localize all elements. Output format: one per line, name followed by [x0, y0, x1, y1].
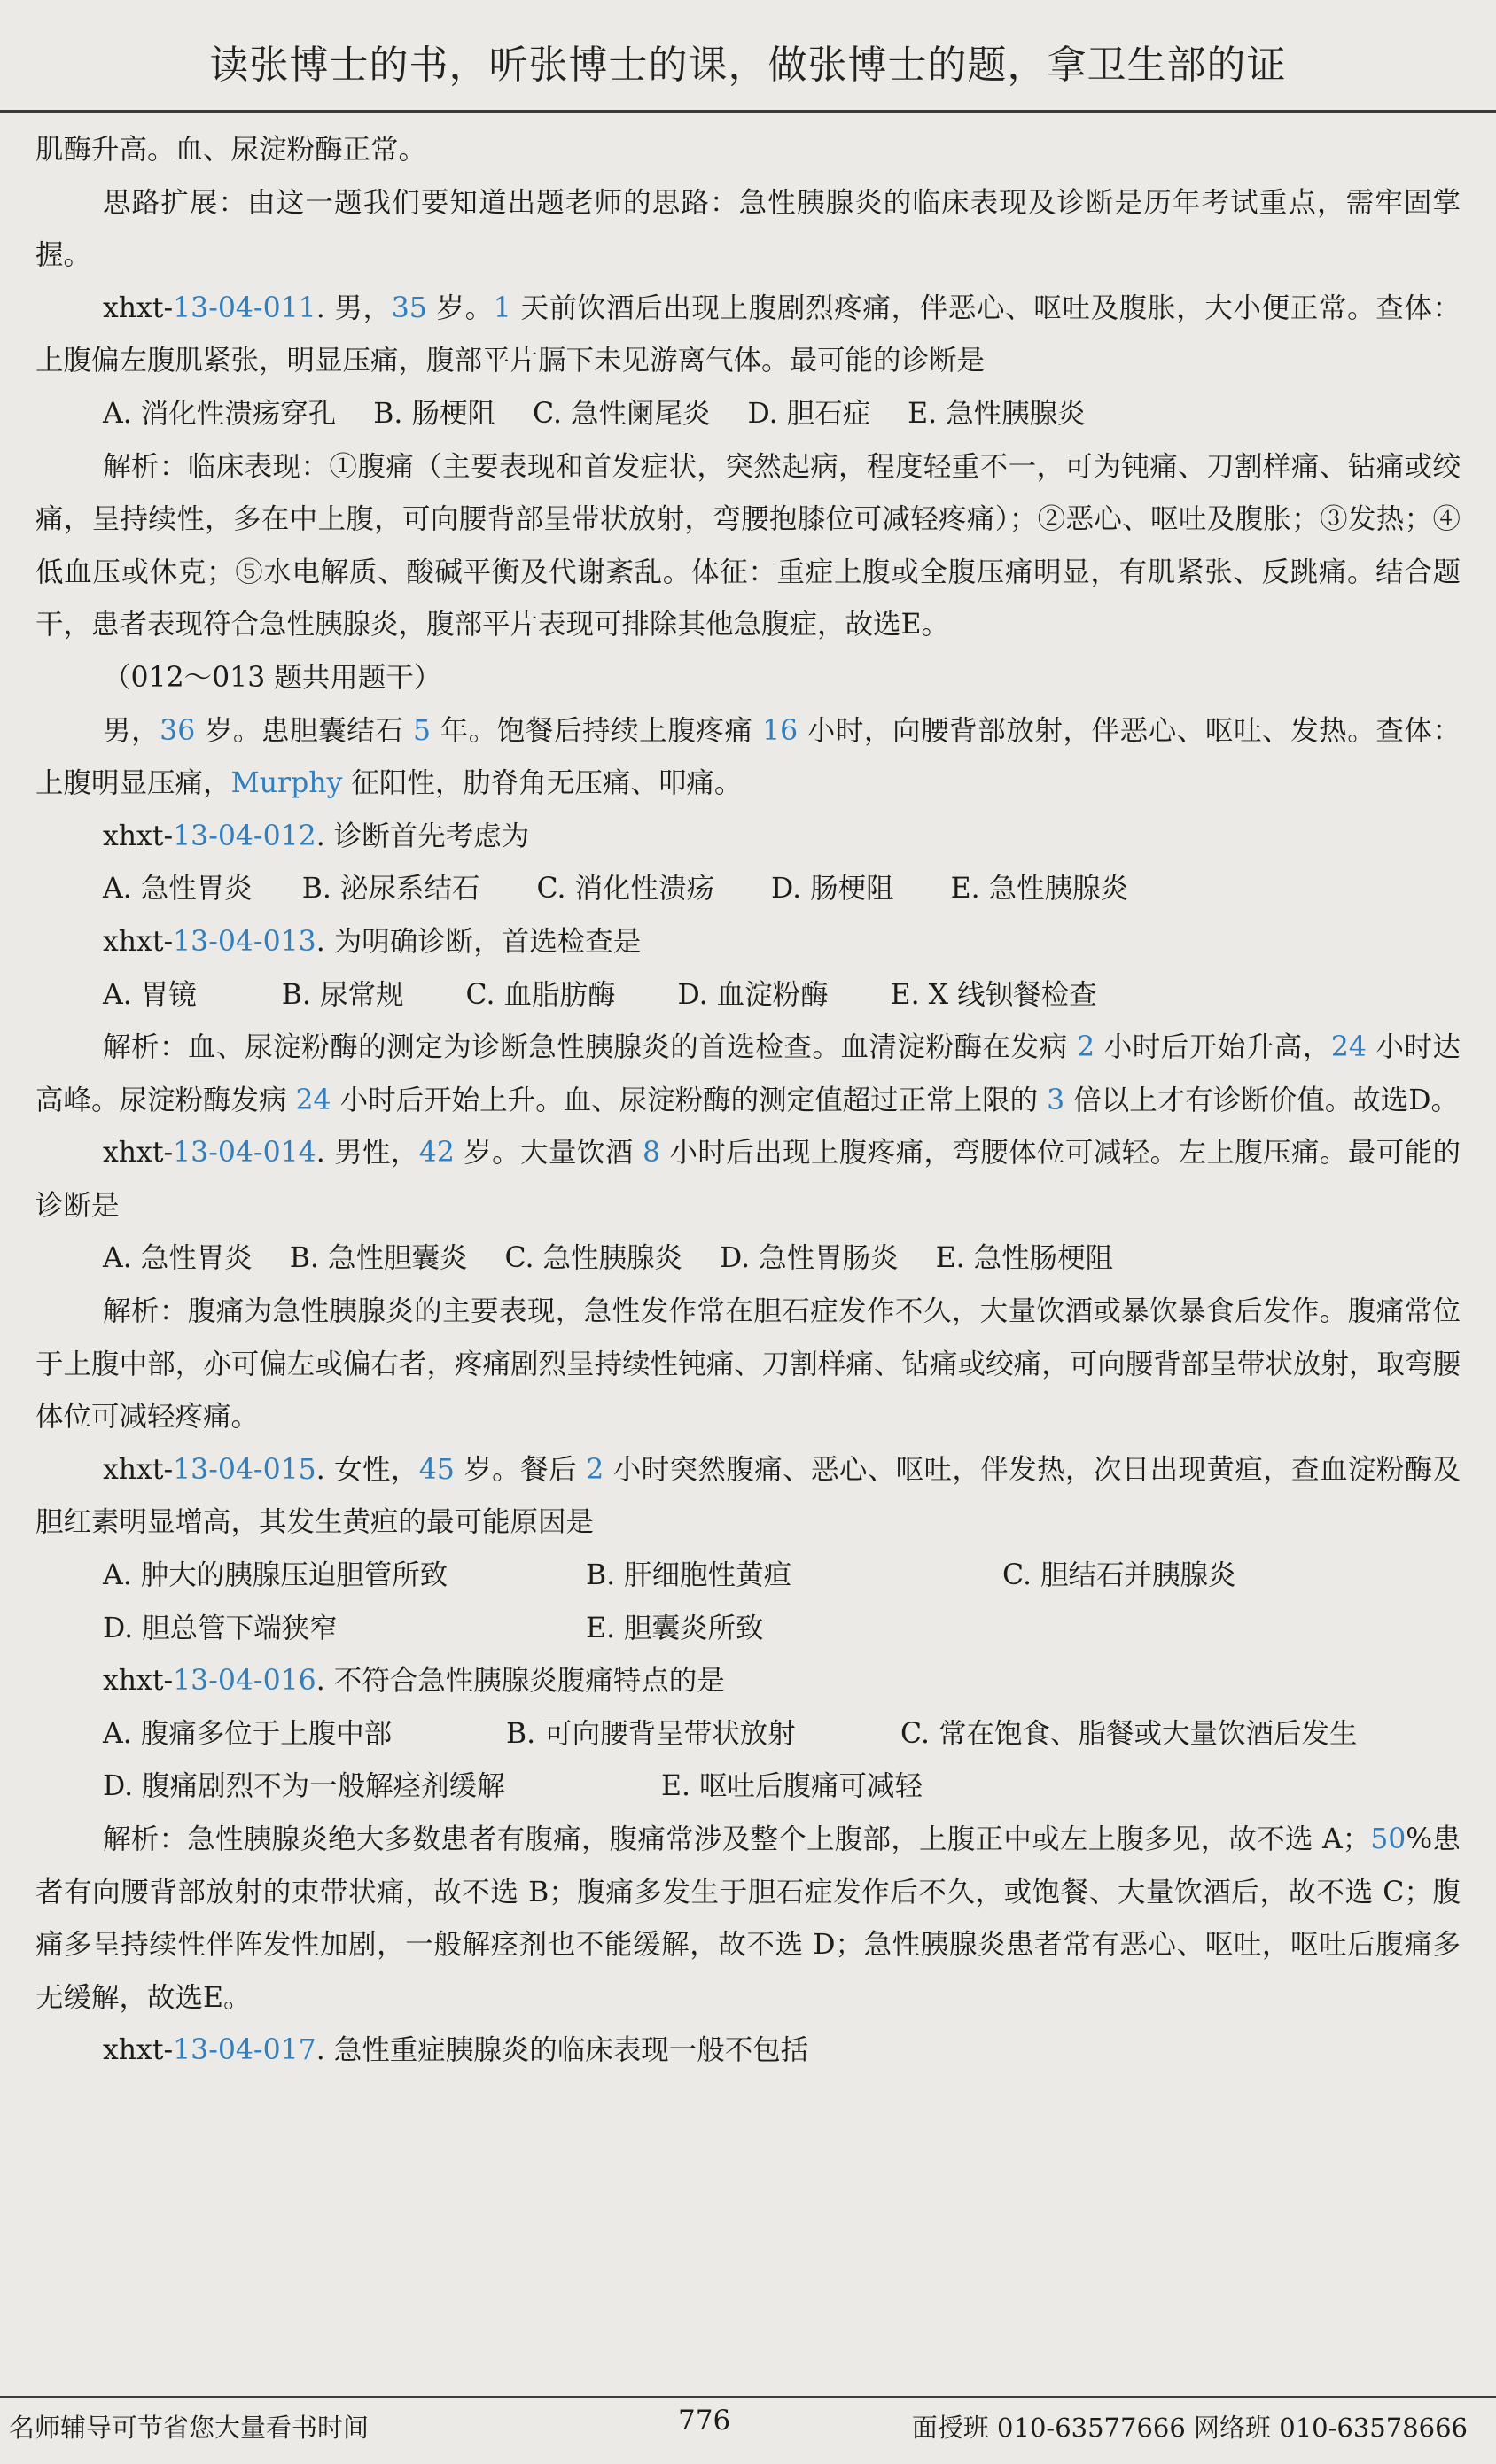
option-b: B. 可向腰背呈带状放射: [506, 1717, 796, 1750]
options-013: [35, 969, 1461, 1022]
footer-contact: 面授班 010-63577666 网络班 010-63578666: [911, 2413, 1468, 2443]
options-016-row1: [35, 1708, 1461, 1761]
analysis-011: 解析：临床表现：①腹痛（主要表现和首发症状，突然起病，程度轻重不一，可为钝痛、刀割样痛、钻痛或绞痛，呈持续性，多在中上腹，可向腰背部呈带状放射，弯腰抱膝位可减轻疼痛）；②恶心、呕吐及腹胀；③发热；④低血压或休克；⑤水电解质、酸碱平衡及代谢紊乱。体征：重症上腹或全腹压痛明显，有肌紧张、反跳痛。结合题干，患者表现符合急性胰腺炎，腹部平片表现可排除其他急腹症，故选E。: [35, 450, 1461, 641]
options-014: [35, 1232, 1461, 1286]
page-number: 776: [678, 2405, 731, 2437]
option-e: E. 急性胰腺炎: [908, 397, 1086, 430]
options-016-row2: [35, 1761, 1461, 1814]
option-c: C. 胆结石并胰腺炎: [1002, 1559, 1236, 1592]
header-divider: [0, 110, 1496, 113]
analysis-014: 解析：腹痛为急性胰腺炎的主要表现，急性发作常在胆石症发作不久，大量饮酒或暴饮暴食后发作。腹痛常位于上腹中部，亦可偏左或偏右者，疼痛剧烈呈持续性钝痛、刀割样痛、钻痛或绞痛，可向腰背部呈带状放射，取弯腰体位可减轻疼痛。: [35, 1295, 1461, 1434]
options-015: [35, 1550, 1461, 1655]
option-c: C. 消化性溃疡: [536, 873, 714, 906]
option-e: E. 急性胰腺炎: [950, 873, 1129, 906]
running-header: 读张博士的书，听张博士的课，做张博士的题，拿卫生部的证: [209, 43, 1287, 88]
page-footer: [0, 2401, 1496, 2451]
question-013: xhxt-13-04-013. 为明确诊断，首选检查是: [103, 925, 642, 958]
option-d: D. 血淀粉酶: [677, 978, 829, 1011]
option-d: D. 肠梗阻: [770, 873, 894, 906]
shared-stem-label: （012～013 题共用题干）: [103, 661, 442, 694]
option-d: D. 急性胃肠炎: [719, 1242, 899, 1275]
option-e: E. 呕吐后腹痛可减轻: [661, 1770, 923, 1803]
analysis-016: 解析：急性胰腺炎绝大多数患者有腹痛，腹痛常涉及整个上腹部，上腹正中或左上腹多见，故不选 A；50%患者有向腰背部放射的束带状痛，故不选 B；腹痛多发生于胆石症发作后不久，或饱餐、大量饮酒后，故不选 C；腹痛多呈持续性伴阵发性加剧，一般解痉剂也不能缓解，故不选 D；急性胰腺炎患者常有恶心、呕吐，呕吐后腹痛多无缓解，故选E。: [35, 1823, 1461, 2014]
analysis-013: 解析：血、尿淀粉酶的测定为诊断急性胰腺炎的首选检查。血清淀粉酶在发病 2 小时后开始升高，24 小时达高峰。尿淀粉酶发病 24 小时后开始上升。血、尿淀粉酶的测定值超过正常上限的 3 倍以上才有诊断价值。故选D。: [35, 1031, 1461, 1116]
question-012: xhxt-13-04-012. 诊断首先考虑为: [103, 820, 530, 852]
option-a: A. 消化性溃疡穿孔: [103, 397, 337, 430]
option-b: B. 急性胆囊炎: [289, 1242, 468, 1275]
option-c: C. 常在饱食、脂餐或大量饮酒后发生: [900, 1717, 1358, 1750]
option-c: C. 血脂肪酶: [465, 978, 616, 1011]
option-a: A. 腹痛多位于上腹中部: [103, 1717, 393, 1750]
option-c: C. 急性阑尾炎: [532, 397, 711, 430]
option-e: E. X 线钡餐检查: [890, 978, 1097, 1011]
option-e: E. 胆囊炎所致: [586, 1612, 764, 1644]
option-b: B. 泌尿系结石: [301, 873, 480, 906]
shared-stem: 男，36 岁。患胆囊结石 5 年。饱餐后持续上腹疼痛 16 小时，向腰背部放射，伴恶心、呕吐、发热。查体：上腹明显压痛，Murphy 征阳性，肋脊角无压痛、叩痛。: [35, 714, 1461, 800]
options-012: [35, 863, 1461, 916]
footer-divider: [0, 2396, 1496, 2398]
option-b: B. 肠梗阻: [373, 397, 495, 430]
option-b: B. 尿常规: [281, 978, 404, 1011]
option-e: E. 急性肠梗阻: [935, 1242, 1114, 1275]
page-body: [35, 124, 1461, 2078]
footer-slogan: 名师辅导可节省您大量看书时间: [9, 2413, 370, 2443]
option-b: B. 肝细胞性黄疸: [586, 1559, 792, 1592]
option-d: D. 胆石症: [747, 397, 871, 430]
question-016: xhxt-13-04-016. 不符合急性胰腺炎腹痛特点的是: [103, 1665, 725, 1698]
option-d: D. 胆总管下端狭窄: [103, 1612, 338, 1644]
options-011: [35, 388, 1461, 441]
option-c: C. 急性胰腺炎: [504, 1242, 682, 1275]
option-d: D. 腹痛剧烈不为一般解痉剂缓解: [103, 1770, 505, 1803]
idea-extension: 思路扩展：由这一题我们要知道出题老师的思路：急性胰腺炎的临床表现及诊断是历年考试重点，需牢固掌握。: [35, 186, 1461, 272]
option-a: A. 急性胃炎: [103, 873, 253, 906]
question-014: xhxt-13-04-014. 男性，42 岁。大量饮酒 8 小时后出现上腹疼痛，弯腰体位可减轻。左上腹压痛。最可能的诊断是: [35, 1137, 1461, 1222]
continued-text: 肌酶升高。血、尿淀粉酶正常。: [35, 134, 427, 166]
question-015: xhxt-13-04-015. 女性，45 岁。餐后 2 小时突然腹痛、恶心、呕吐，伴发热，次日出现黄疸，查血淀粉酶及胆红素明显增高，其发生黄疸的最可能原因是: [35, 1453, 1461, 1539]
option-a: A. 肿大的胰腺压迫胆管所致: [103, 1559, 448, 1592]
question-017: xhxt-13-04-017. 急性重症胰腺炎的临床表现一般不包括: [103, 2034, 809, 2067]
question-011: xhxt-13-04-011. 男，35 岁。1 天前饮酒后出现上腹剧烈疼痛，伴恶心、呕吐及腹胀，大小便正常。查体：上腹偏左腹肌紧张，明显压痛，腹部平片膈下未见游离气体。最可能的诊断是: [35, 291, 1461, 377]
option-a: A. 急性胃炎: [103, 1242, 253, 1275]
option-a: A. 胃镜: [103, 978, 197, 1011]
